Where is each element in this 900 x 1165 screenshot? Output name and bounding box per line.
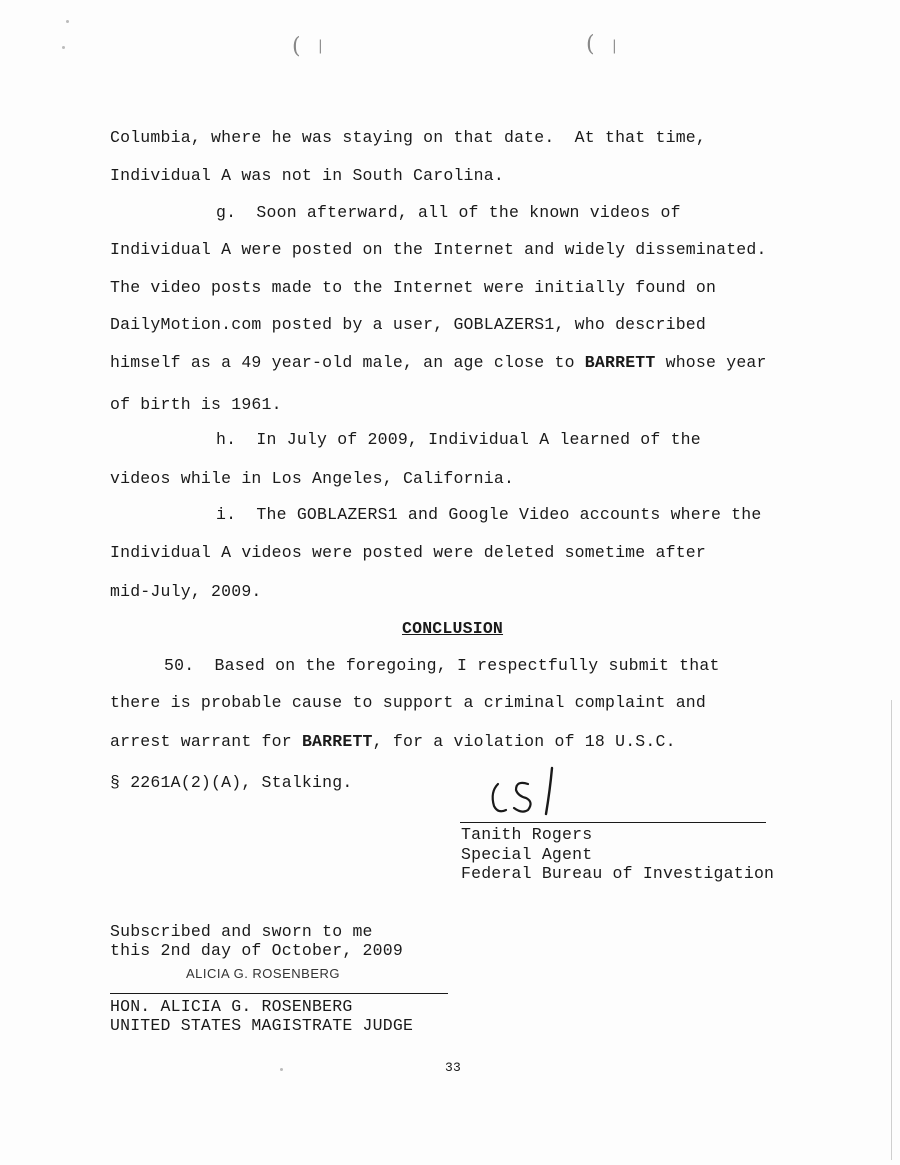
judge-name: HON. ALICIA G. ROSENBERG [110,997,353,1016]
scan-speck [66,20,69,23]
body-line: 50. Based on the foregoing, I respectfully submit that [164,656,720,675]
handwritten-signature [488,762,578,820]
body-line [110,732,676,752]
body-text: whose year [655,353,767,372]
defendant-name: BARRETT [301,732,373,751]
body-line: DailyMotion.com posted by a user, GOBLAZERS1, who described [110,315,706,334]
judge-stamp: ALICIA G. ROSENBERG [186,966,340,981]
body-line: The video posts made to the Internet were initially found on [110,278,717,297]
defendant-name: BARRETT [584,353,656,372]
body-line: videos while in Los Angeles, California. [110,469,515,488]
body-text: himself as a 49 year-old male, an age close to [110,353,585,372]
signer-title: Special Agent [461,845,593,864]
signer-name: Tanith Rogers [461,825,593,844]
section-heading: CONCLUSION [402,619,504,638]
signature-line [460,822,766,823]
scan-speck [62,46,65,49]
scan-speck [280,1068,283,1071]
judge-signature-line [110,993,448,994]
body-line: i. The GOBLAZERS1 and Google Video accounts where the [216,505,762,524]
body-line: Individual A was not in South Carolina. [110,166,504,185]
body-text: arrest warrant for [110,732,302,751]
body-line: g. Soon afterward, all of the known videos of [216,203,681,222]
scan-edge [891,700,892,1160]
body-line: Individual A videos were posted were deleted sometime after [110,543,706,562]
body-text: , for a violation of 18 U.S.C. [372,732,676,751]
body-line: Individual A were posted on the Internet and widely disseminated. [110,240,767,259]
body-line: h. In July of 2009, Individual A learned of the [216,430,701,449]
page-number: 33 [445,1060,462,1075]
body-line: Columbia, where he was staying on that date. At that time, [110,128,706,147]
scan-artifact: | [612,38,617,54]
jurat-line: Subscribed and sworn to me [110,922,373,941]
body-line: of birth is 1961. [110,395,282,414]
body-line: mid-July, 2009. [110,582,262,601]
body-line: there is probable cause to support a criminal complaint and [110,693,706,712]
signer-agency: Federal Bureau of Investigation [461,864,775,883]
jurat-line: this 2nd day of October, 2009 [110,941,403,960]
scan-artifact: | [318,38,323,54]
body-line: § 2261A(2)(A), Stalking. [110,773,353,792]
scan-artifact: ( [292,34,301,59]
body-line [110,353,767,373]
judge-title: UNITED STATES MAGISTRATE JUDGE [110,1016,414,1035]
scan-artifact: ( [586,32,595,57]
